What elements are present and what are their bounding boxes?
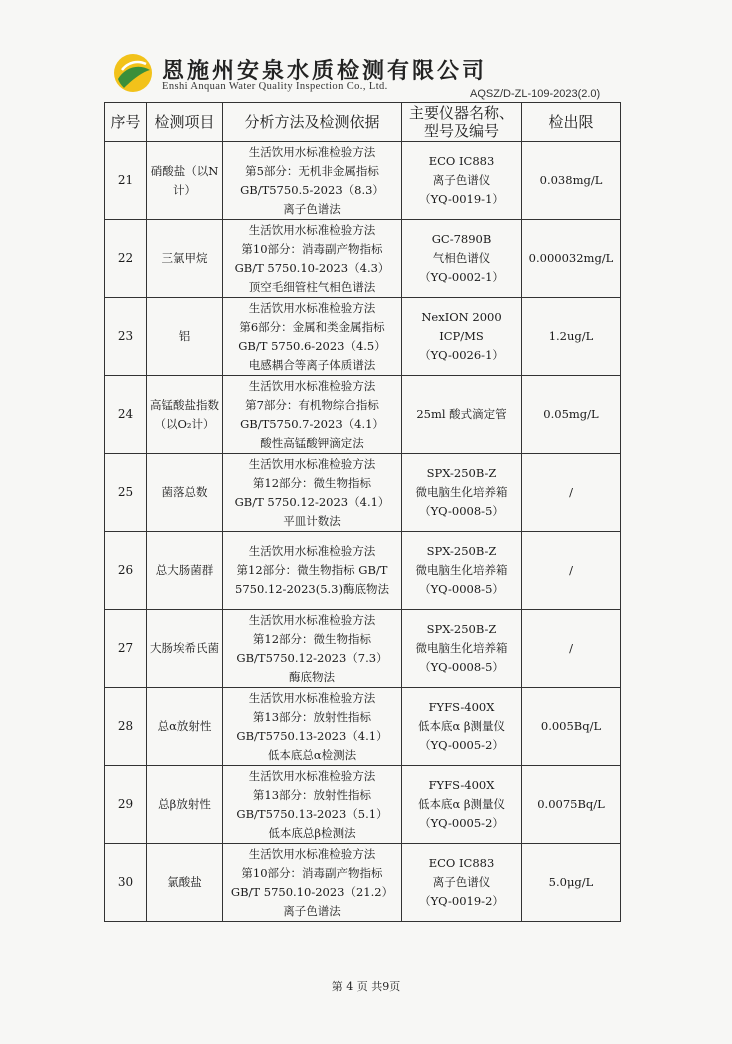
instrument-line: 离子色谱仪 (432, 173, 491, 187)
instrument-line: ICP/MS (439, 329, 484, 343)
instrument (402, 844, 522, 922)
method-line: 离子色谱法 (283, 201, 341, 216)
method-line: 生活饮用水标准检验方法 (248, 768, 376, 783)
analysis-method (223, 454, 402, 532)
method-line: 第12部分：微生物指标 GB/T (236, 563, 388, 577)
company-logo (112, 52, 154, 94)
method-line: GB/T 5750.6-2023（4.5） (238, 338, 386, 353)
method-line: 第12部分：微生物指标 (252, 475, 372, 490)
method-line: 酸性高锰酸钾滴定法 (260, 435, 364, 450)
method-line: GB/T5750.12-2023（7.3） (236, 650, 388, 665)
document-code: AQSZ/D-ZL-109-2023(2.0) (470, 88, 601, 100)
detection-limit: 0.038mg/L (522, 142, 621, 220)
instrument-line: （YQ-0008-5） (419, 582, 504, 596)
method-line: GB/T 5750.12-2023（4.1） (234, 494, 390, 509)
instrument (402, 376, 522, 454)
detection-limit: / (522, 532, 621, 610)
method-line: 第6部分：金属和类金属指标 (239, 319, 385, 334)
test-item: 总β放射性 (147, 766, 223, 844)
instrument-line: ECO IC883 (428, 154, 495, 168)
method-line: GB/T 5750.10-2023（4.3） (234, 260, 390, 275)
row-number: 26 (105, 532, 147, 610)
company-name-cn: 恩施州安泉水质检测有限公司 (162, 58, 488, 84)
row-number: 21 (105, 142, 147, 220)
analysis-method (223, 142, 402, 220)
test-item: 总α放射性 (147, 688, 223, 766)
instrument-line: GC-7890B (431, 232, 492, 246)
method-line: 第5部分：无机非金属指标 (245, 163, 379, 178)
instrument-line: FYFS-400X (428, 700, 495, 714)
method-line: 第13部分：放射性指标 (252, 709, 372, 724)
detection-limit: 1.2ug/L (522, 298, 621, 376)
instrument-line: 低本底α β测量仪 (417, 719, 506, 733)
method-line: 第10部分：消毒副产物指标 (241, 241, 383, 256)
method-line: 离子色谱法 (283, 903, 341, 918)
method-line: 生活饮用水标准检验方法 (248, 456, 376, 471)
test-item: 铝 (147, 298, 223, 376)
detection-limit: / (522, 454, 621, 532)
instrument-line: 微电脑生化培养箱 (415, 563, 508, 577)
instrument (402, 142, 522, 220)
instrument (402, 610, 522, 688)
instrument-line: （YQ-0026-1） (419, 348, 504, 362)
page-number: 第 4 页 共9页 (331, 980, 401, 993)
method-line: GB/T5750.13-2023（4.1） (236, 728, 388, 743)
analysis-method (223, 688, 402, 766)
row-number: 30 (105, 844, 147, 922)
method-line: 生活饮用水标准检验方法 (248, 144, 376, 159)
instrument-line: （YQ-0005-2） (419, 816, 504, 830)
analysis-method (223, 220, 402, 298)
instrument-line: 离子色谱仪 (432, 875, 491, 889)
method-line: GB/T 5750.10-2023（21.2） (230, 884, 394, 899)
test-item: 菌落总数 (147, 454, 223, 532)
method-line: GB/T5750.5-2023（8.3） (240, 182, 384, 197)
method-line: 电感耦合等离子体质谱法 (248, 357, 376, 372)
instrument (402, 298, 522, 376)
row-number: 24 (105, 376, 147, 454)
instrument-line: FYFS-400X (428, 778, 495, 792)
header-limit: 检出限 (522, 103, 621, 142)
instrument-line: （YQ-0008-5） (419, 660, 504, 674)
test-item: 氯酸盐 (147, 844, 223, 922)
method-line: 顶空毛细管柱气相色谱法 (248, 279, 376, 294)
instrument-line: （YQ-0002-1） (419, 270, 504, 284)
company-name-en: Enshi Anquan Water Quality Inspection Co., Ltd. (162, 81, 388, 92)
header-item: 检测项目 (147, 103, 223, 142)
analysis-method (223, 610, 402, 688)
method-line: 生活饮用水标准检验方法 (248, 544, 376, 558)
analysis-method (223, 766, 402, 844)
instrument (402, 532, 522, 610)
instrument-line: （YQ-0019-1） (419, 192, 504, 206)
test-item: 硝酸盐（以N计） (147, 142, 223, 220)
instrument-line: 气相色谱仪 (432, 251, 491, 265)
instrument-line: （YQ-0005-2） (419, 738, 504, 752)
method-line: 生活饮用水标准检验方法 (248, 222, 376, 237)
detection-limit: 0.005Bq/L (522, 688, 621, 766)
row-number: 28 (105, 688, 147, 766)
analysis-method (223, 844, 402, 922)
method-line: 生活饮用水标准检验方法 (248, 378, 376, 393)
instrument-line: SPX-250B-Z (426, 544, 497, 558)
instrument (402, 766, 522, 844)
method-line: 低本底总β检测法 (268, 825, 356, 840)
instrument (402, 688, 522, 766)
instrument-line: SPX-250B-Z (426, 466, 497, 480)
method-line: 第7部分：有机物综合指标 (245, 397, 379, 412)
analysis-method (223, 298, 402, 376)
method-line: 生活饮用水标准检验方法 (248, 690, 376, 705)
table-row (105, 844, 621, 922)
method-line: 第12部分：微生物指标 (252, 631, 372, 646)
instrument-line: ECO IC883 (428, 856, 495, 870)
method-line: GB/T5750.13-2023（5.1） (236, 806, 388, 821)
instrument-line: （YQ-0019-2） (419, 894, 504, 908)
test-item: 大肠埃希氏菌 (147, 610, 223, 688)
method-line: 低本底总α检测法 (267, 747, 357, 762)
table-row (105, 142, 621, 220)
method-line: 生活饮用水标准检验方法 (248, 846, 376, 861)
table-row (105, 610, 621, 688)
header-instrument: 主要仪器名称、型号及编号 (402, 103, 522, 142)
instrument-line: （YQ-0008-5） (419, 504, 504, 518)
detection-limit: 0.0075Bq/L (522, 766, 621, 844)
instrument-line: 25ml 酸式滴定管 (416, 407, 507, 421)
method-line: GB/T5750.7-2023（4.1） (240, 416, 384, 431)
header-no: 序号 (105, 103, 147, 142)
row-number: 23 (105, 298, 147, 376)
table-row (105, 220, 621, 298)
detection-limit: 5.0μg/L (522, 844, 621, 922)
analysis-method (223, 532, 402, 610)
method-line: 平皿计数法 (283, 513, 341, 528)
table-row (105, 298, 621, 376)
table-header-row (105, 103, 621, 142)
table-row (105, 688, 621, 766)
row-number: 25 (105, 454, 147, 532)
table-row (105, 766, 621, 844)
instrument-line: NexION 2000 (421, 310, 502, 324)
instrument-line: SPX-250B-Z (426, 622, 497, 636)
test-item: 高锰酸盐指数（以O₂计） (147, 376, 223, 454)
method-line: 生活饮用水标准检验方法 (248, 300, 376, 315)
inspection-methods-table (104, 102, 621, 922)
instrument (402, 220, 522, 298)
method-line: 第13部分：放射性指标 (252, 787, 372, 802)
header-method: 分析方法及检测依据 (223, 103, 402, 142)
analysis-method (223, 376, 402, 454)
method-line: 酶底物法 (289, 669, 335, 684)
row-number: 27 (105, 610, 147, 688)
test-item: 三氯甲烷 (147, 220, 223, 298)
instrument-line: 低本底α β测量仪 (417, 797, 506, 811)
method-line: 生活饮用水标准检验方法 (248, 612, 376, 627)
detection-limit: 0.000032mg/L (522, 220, 621, 298)
instrument-line: 微电脑生化培养箱 (415, 485, 508, 499)
detection-limit: / (522, 610, 621, 688)
test-item: 总大肠菌群 (147, 532, 223, 610)
row-number: 29 (105, 766, 147, 844)
instrument-line: 微电脑生化培养箱 (415, 641, 508, 655)
detection-limit: 0.05mg/L (522, 376, 621, 454)
table-row (105, 376, 621, 454)
row-number: 22 (105, 220, 147, 298)
instrument (402, 454, 522, 532)
table-row (105, 454, 621, 532)
table-row (105, 532, 621, 610)
method-line: 5750.12-2023(5.3)酶底物法 (235, 582, 389, 596)
method-line: 第10部分：消毒副产物指标 (241, 865, 383, 880)
